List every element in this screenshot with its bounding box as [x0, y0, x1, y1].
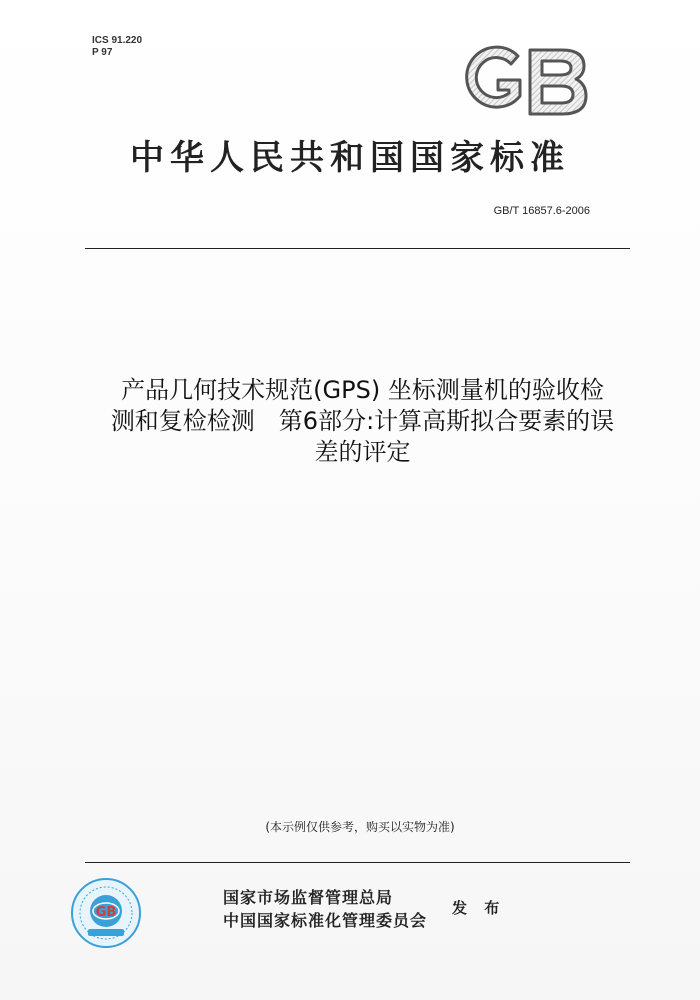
seal-text: GB [95, 905, 117, 920]
document-title-line-2: 测和复检检测 第6部分:计算高斯拟合要素的误 [110, 407, 615, 435]
document-title-line-3: 差的评定 [314, 438, 411, 466]
publish-label: 发 布 [452, 899, 506, 917]
ics-code: ICS 91.220 [92, 35, 143, 46]
document-title [50, 375, 675, 468]
issuer-seal-icon [70, 877, 142, 949]
issuing-authorities [223, 886, 427, 932]
issuer-line-1: 国家市场监督管理总局 [223, 888, 394, 907]
issuer-line-2: 中国国家标准化管理委员会 [223, 911, 428, 930]
national-standard-heading: 中华人民共和国国家标准 [130, 138, 570, 178]
top-divider [85, 248, 630, 249]
gb-logo-icon [460, 42, 590, 122]
bottom-divider [85, 862, 630, 863]
classification-codes [92, 35, 142, 59]
sample-disclaimer: (本示例仅供参考，购买以实物为准) [265, 820, 455, 834]
standard-number: GB/T 16857.6-2006 [493, 205, 590, 217]
document-title-line-1: 产品几何技术规范(GPS) 坐标测量机的验收检 [121, 376, 604, 404]
ccs-code: P 97 [92, 47, 113, 58]
